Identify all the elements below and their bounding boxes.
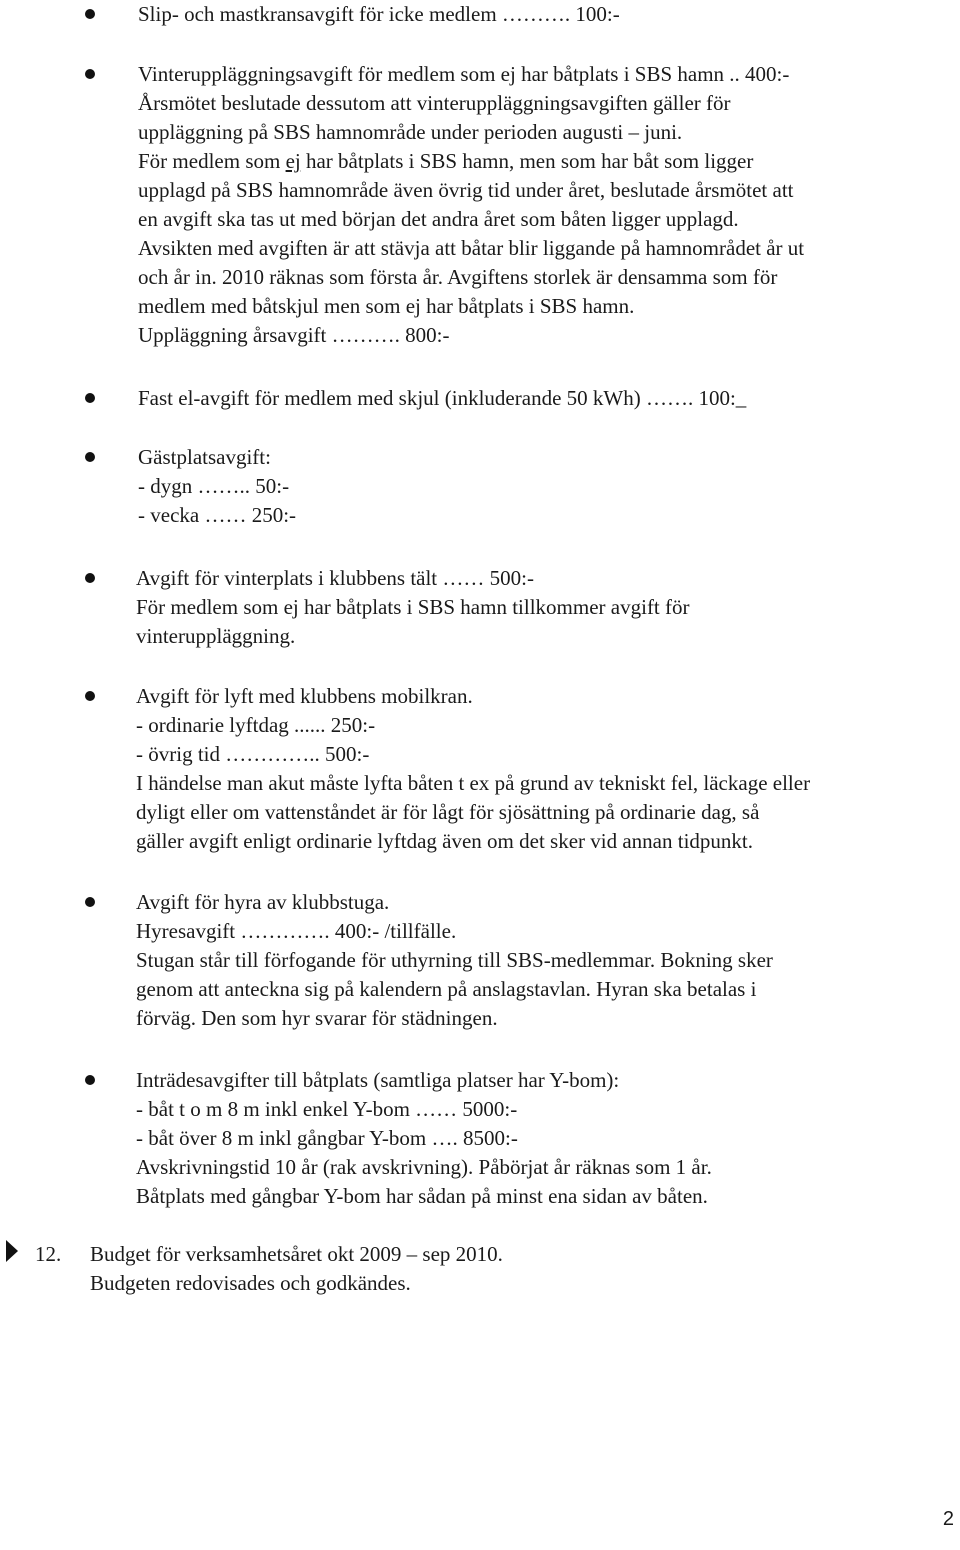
text-line: Årsmötet beslutade dessutom att vinteruppläggningsavgiften gäller för xyxy=(138,91,731,115)
text-line: genom att anteckna sig på kalendern på anslagstavlan. Hyran ska betalas i xyxy=(136,977,757,1001)
text-line: gäller avgift enligt ordinarie lyftdag även om det sker vid annan tidpunkt. xyxy=(136,829,753,853)
text-line: Avgift för vinterplats i klubbens tält …… 500:- xyxy=(136,566,534,590)
text-line: Avsikten med avgiften är att stävja att båtar blir liggande på hamnområdet år ut xyxy=(138,236,805,260)
item-intradesavgifter xyxy=(136,1066,712,1211)
text-line: Hyresavgift …………. 400:- /tillfälle. xyxy=(136,919,457,943)
item-vinterplats xyxy=(136,564,690,651)
text-line: Avgift för lyft med klubbens mobilkran. xyxy=(136,684,473,708)
item-gastplatsavgift xyxy=(138,443,296,530)
item-fast-el-avgift xyxy=(138,384,746,413)
section-12 xyxy=(90,1240,503,1298)
text-line xyxy=(138,147,804,176)
section-arrow-icon xyxy=(4,1238,20,1264)
item-slip xyxy=(138,0,620,29)
text-line: uppläggning på SBS hamnområde under perioden augusti – juni. xyxy=(138,120,683,144)
text-segment: har båtplats i SBS hamn, men som har båt som ligger xyxy=(300,149,754,173)
bullet-icon xyxy=(85,69,95,79)
text-line: upplagd på SBS hamnområde även övrig tid under året, beslutade årsmötet att xyxy=(138,178,794,202)
item-lyft xyxy=(136,682,810,856)
text-line: förväg. Den som hyr svarar för städningen. xyxy=(136,1006,498,1030)
text-line: Uppläggning årsavgift ………. 800:- xyxy=(138,323,450,347)
text-line: Vinteruppläggningsavgift för medlem som ej har båtplats i SBS hamn .. 400:- xyxy=(138,62,790,86)
bullet-icon xyxy=(85,897,95,907)
bullet-icon xyxy=(85,1075,95,1085)
text-line: och år in. 2010 räknas som första år. Avgiftens storlek är densamma som för xyxy=(138,265,778,289)
text-line: medlem med båtskjul men som ej har båtplats i SBS hamn. xyxy=(138,294,635,318)
bullet-icon xyxy=(85,9,95,19)
bullet-icon xyxy=(85,691,95,701)
text-line: Fast el-avgift för medlem med skjul (inkluderande 50 kWh) ……. 100:_ xyxy=(138,386,747,410)
text-line: Gästplatsavgift: xyxy=(138,445,271,469)
section-number: 12. xyxy=(35,1242,62,1266)
bullet-icon xyxy=(85,393,95,403)
text-line: - dygn …….. 50:- xyxy=(138,474,290,498)
text-line: en avgift ska tas ut med början det andra året som båten ligger upplagd. xyxy=(138,207,739,231)
text-line: - båt över 8 m inkl gångbar Y-bom …. 8500:- xyxy=(136,1126,518,1150)
item-klubbstuga xyxy=(136,888,773,1033)
text-line: - övrig tid ………….. 500:- xyxy=(136,742,370,766)
bullet-icon xyxy=(85,452,95,462)
text-line: Båtplats med gångbar Y-bom har sådan på minst ena sidan av båten. xyxy=(136,1184,708,1208)
page-number: 2 xyxy=(942,1508,954,1530)
underlined-word: ej xyxy=(285,149,301,173)
text-segment: För medlem som xyxy=(138,149,286,173)
text-line: - vecka …… 250:- xyxy=(138,503,297,527)
text-line: Slip- och mastkransavgift för icke medlem ………. 100:- xyxy=(138,2,620,26)
text-line: Inträdesavgifter till båtplats (samtliga platser har Y-bom): xyxy=(136,1068,620,1092)
text-line: I händelse man akut måste lyfta båten t ex på grund av tekniskt fel, läckage eller xyxy=(136,771,811,795)
text-line: - båt t o m 8 m inkl enkel Y-bom …… 5000:- xyxy=(136,1097,518,1121)
text-line: vinteruppläggning. xyxy=(136,624,296,648)
text-line: dyligt eller om vattenståndet är för lågt för sjösättning på ordinarie dag, så xyxy=(136,800,760,824)
text-line: - ordinarie lyftdag ...... 250:- xyxy=(136,713,376,737)
text-line: Budgeten redovisades och godkändes. xyxy=(90,1271,411,1295)
text-line: För medlem som ej har båtplats i SBS hamn tillkommer avgift för xyxy=(136,595,690,619)
text-line: Avskrivningstid 10 år (rak avskrivning). Påbörjat år räknas som 1 år. xyxy=(136,1155,712,1179)
bullet-icon xyxy=(85,573,95,583)
item-vinterupplaggning xyxy=(138,60,804,350)
text-line: Avgift för hyra av klubbstuga. xyxy=(136,890,390,914)
section-heading: Budget för verksamhetsåret okt 2009 – sep 2010. xyxy=(90,1242,503,1266)
text-line: Stugan står till förfogande för uthyrning till SBS-medlemmar. Bokning sker xyxy=(136,948,773,972)
